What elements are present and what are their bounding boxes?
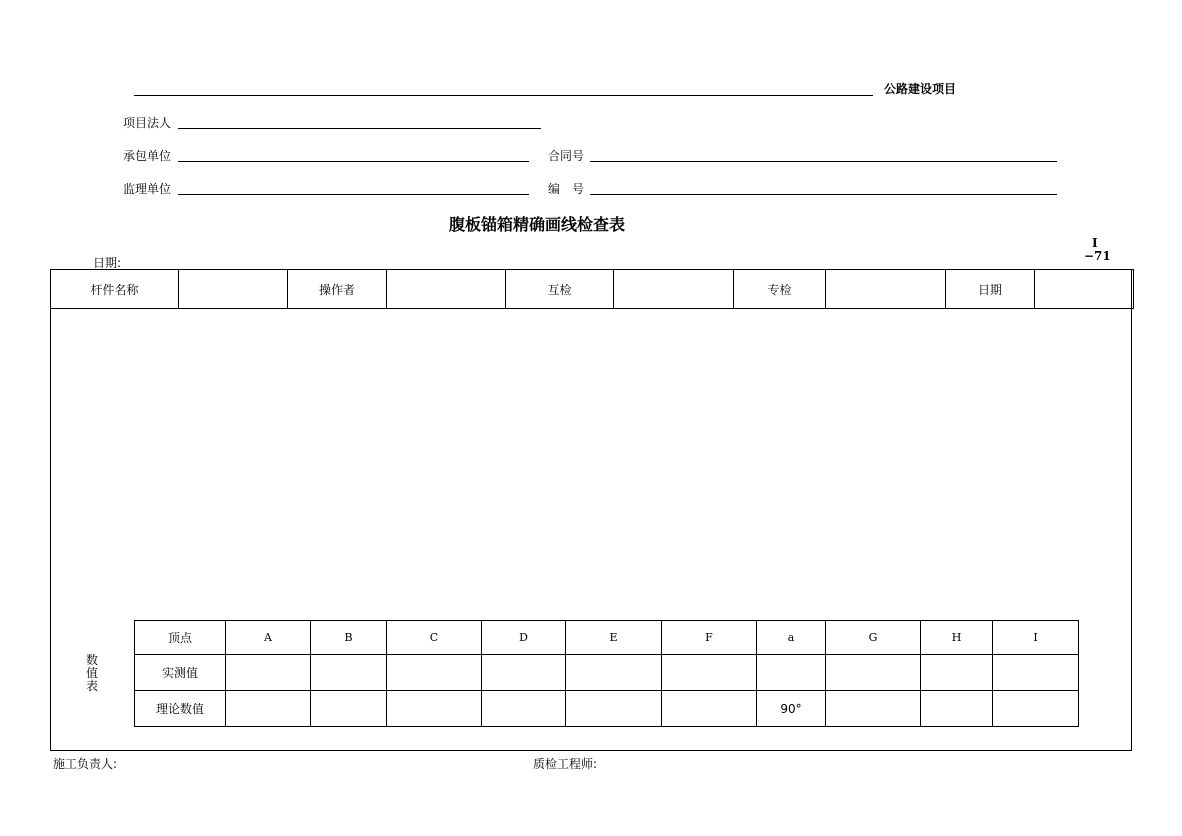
measured-cell[interactable] — [993, 655, 1079, 691]
theoretical-cell[interactable] — [921, 691, 993, 727]
owner-field[interactable] — [178, 128, 541, 129]
theoretical-row-label: 理论数值 — [135, 691, 226, 727]
serial-field[interactable] — [590, 194, 1057, 195]
member-name-label: 杆件名称 — [51, 270, 179, 309]
vertex-alpha: a — [757, 621, 826, 655]
contract-no-field[interactable] — [590, 161, 1057, 162]
vertex-g: G — [826, 621, 921, 655]
special-check-cell[interactable] — [826, 270, 946, 309]
vertex-f: F — [662, 621, 757, 655]
vertex-row-label: 顶点 — [135, 621, 226, 655]
page-title: 腹板锚箱精确画线检查表 — [449, 215, 626, 234]
measured-cell[interactable] — [662, 655, 757, 691]
special-check-label: 专检 — [734, 270, 826, 309]
contract-no-label: 合同号 — [548, 149, 585, 163]
supervisor-field[interactable] — [178, 194, 529, 195]
measured-cell[interactable] — [566, 655, 662, 691]
theoretical-cell[interactable] — [662, 691, 757, 727]
vertex-d: D — [482, 621, 566, 655]
project-suffix: 公路建设项目 — [884, 82, 957, 96]
theoretical-cell[interactable] — [311, 691, 387, 727]
theoretical-cell[interactable] — [993, 691, 1079, 727]
row-date-cell[interactable] — [1035, 270, 1134, 309]
theoretical-cell[interactable] — [387, 691, 482, 727]
vertex-b: B — [311, 621, 387, 655]
measured-cell[interactable] — [757, 655, 826, 691]
row-date-label: 日期 — [946, 270, 1035, 309]
values-table — [134, 620, 1079, 727]
form-code-line1: I — [1092, 236, 1098, 250]
values-table-side-label-text: 数值表 — [85, 653, 98, 693]
serial-label: 编 号 — [548, 182, 585, 196]
measured-row-label: 实测值 — [135, 655, 226, 691]
theoretical-cell[interactable] — [826, 691, 921, 727]
supervisor-label: 监理单位 — [123, 182, 172, 196]
construction-lead-label: 施工负责人: — [53, 757, 118, 771]
mutual-check-label: 互检 — [506, 270, 614, 309]
values-table-side-label — [85, 654, 99, 693]
contractor-label: 承包单位 — [123, 149, 172, 163]
owner-label: 项目法人 — [123, 116, 172, 130]
operator-cell[interactable] — [387, 270, 506, 309]
info-row-table — [50, 269, 1134, 309]
date-label: 日期: — [93, 256, 122, 270]
measured-cell[interactable] — [311, 655, 387, 691]
measured-cell[interactable] — [226, 655, 311, 691]
theoretical-cell[interactable] — [566, 691, 662, 727]
contractor-field[interactable] — [178, 161, 529, 162]
vertex-i: I — [993, 621, 1079, 655]
operator-label: 操作者 — [288, 270, 387, 309]
theoretical-cell[interactable] — [482, 691, 566, 727]
measured-cell[interactable] — [482, 655, 566, 691]
mutual-check-cell[interactable] — [614, 270, 734, 309]
project-name-line[interactable] — [134, 95, 873, 96]
vertex-e: E — [566, 621, 662, 655]
vertex-h: H — [921, 621, 993, 655]
qc-engineer-label: 质检工程师: — [533, 757, 598, 771]
measured-cell[interactable] — [387, 655, 482, 691]
form-code-line2: −71 — [1084, 249, 1111, 263]
vertex-a: A — [226, 621, 311, 655]
vertex-c: C — [387, 621, 482, 655]
theoretical-cell-alpha[interactable]: 90° — [757, 691, 826, 727]
measured-cell[interactable] — [921, 655, 993, 691]
measured-cell[interactable] — [826, 655, 921, 691]
member-name-cell[interactable] — [179, 270, 288, 309]
theoretical-cell[interactable] — [226, 691, 311, 727]
